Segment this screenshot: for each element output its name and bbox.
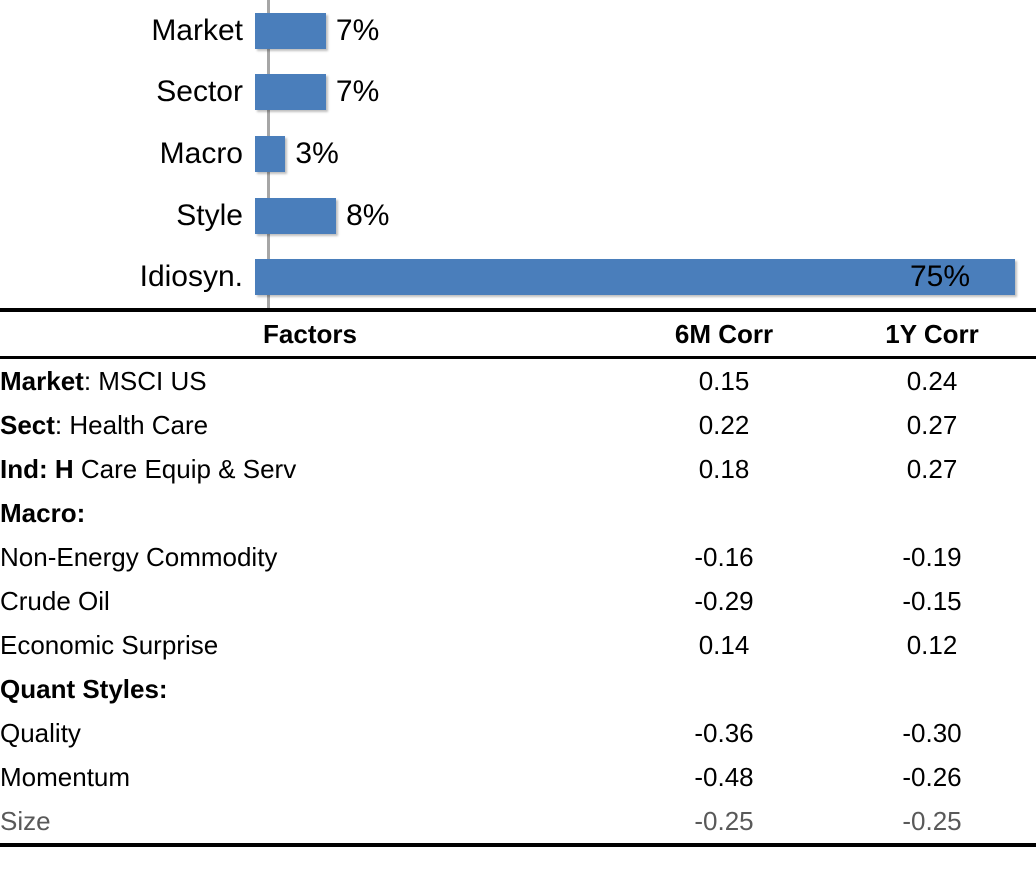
corr-6m-cell: 0.15 bbox=[698, 366, 750, 396]
bar-track bbox=[255, 0, 1036, 62]
column-header-factors: Factors bbox=[263, 319, 357, 349]
table-row bbox=[0, 799, 1036, 843]
bar-category-label: Sector bbox=[156, 75, 243, 109]
factor-name-bold: Market bbox=[0, 366, 84, 396]
table-row bbox=[0, 403, 1036, 447]
factor-name-rest: : Health Care bbox=[54, 410, 209, 440]
corr-1y-cell: -0.25 bbox=[902, 806, 962, 836]
factor-name-rest: Care Equip & Serv bbox=[73, 454, 297, 484]
corr-6m-cell: 0.18 bbox=[698, 454, 750, 484]
bar-row bbox=[0, 185, 1036, 247]
corr-6m-cell: 0.14 bbox=[698, 630, 750, 660]
bar-value-label: 8% bbox=[346, 198, 390, 232]
column-header-1y-corr: 1Y Corr bbox=[885, 319, 979, 349]
factor-name-rest: Quality bbox=[0, 718, 81, 748]
factor-name-bold: Macro: bbox=[0, 498, 86, 528]
factor-name-rest: Crude Oil bbox=[0, 586, 110, 616]
bar bbox=[255, 198, 336, 234]
bar-value-label: 75% bbox=[910, 260, 971, 294]
corr-6m-cell bbox=[620, 667, 828, 711]
factor-name-rest: Economic Surprise bbox=[0, 630, 219, 660]
factor-name-rest: Size bbox=[0, 806, 51, 836]
factor-name-bold: Ind: H bbox=[0, 454, 74, 484]
bar-track bbox=[255, 246, 1036, 308]
bar-category-label: Market bbox=[151, 13, 243, 47]
factor-name-cell bbox=[0, 447, 620, 491]
factor-name-cell bbox=[0, 358, 620, 404]
bar bbox=[255, 13, 326, 49]
table-row bbox=[0, 535, 1036, 579]
corr-1y-cell bbox=[828, 667, 1036, 711]
bar-category-label: Style bbox=[176, 198, 243, 232]
table-row bbox=[0, 447, 1036, 491]
factors-table bbox=[0, 308, 1036, 843]
factor-name-cell bbox=[0, 667, 620, 711]
factor-name-cell bbox=[0, 535, 620, 579]
bar-value-label: 7% bbox=[335, 13, 380, 47]
factor-name-cell bbox=[0, 403, 620, 447]
factor-name-rest: : MSCI US bbox=[83, 366, 207, 396]
bar bbox=[255, 259, 1015, 295]
column-header-6m-corr: 6M Corr bbox=[674, 319, 774, 349]
bar-track bbox=[255, 62, 1036, 124]
bar-track bbox=[255, 123, 1036, 185]
factors-table-wrap bbox=[0, 308, 1036, 847]
factor-name-rest: Non-Energy Commodity bbox=[0, 542, 278, 572]
table-row bbox=[0, 358, 1036, 404]
factor-name-cell bbox=[0, 491, 620, 535]
factor-name-cell bbox=[0, 799, 620, 843]
corr-6m-cell: 0.22 bbox=[698, 410, 750, 440]
corr-1y-cell: -0.26 bbox=[902, 762, 962, 792]
risk-decomposition-bar-chart bbox=[0, 0, 1036, 308]
table-row bbox=[0, 755, 1036, 799]
table-row bbox=[0, 579, 1036, 623]
bar bbox=[255, 136, 285, 172]
factor-name-bold: Sect bbox=[0, 410, 55, 440]
bar bbox=[255, 74, 326, 110]
corr-6m-cell: -0.48 bbox=[694, 762, 754, 792]
factor-name-rest: Momentum bbox=[0, 762, 131, 792]
corr-1y-cell: 0.24 bbox=[906, 366, 958, 396]
bar-track bbox=[255, 185, 1036, 247]
corr-1y-cell: 0.12 bbox=[906, 630, 958, 660]
corr-1y-cell: -0.15 bbox=[902, 586, 962, 616]
bar-value-label: 7% bbox=[335, 75, 380, 109]
corr-6m-cell: -0.36 bbox=[694, 718, 754, 748]
corr-6m-cell: -0.25 bbox=[694, 806, 754, 836]
corr-6m-cell: -0.29 bbox=[694, 586, 754, 616]
corr-6m-cell: -0.16 bbox=[694, 542, 754, 572]
factor-name-cell bbox=[0, 755, 620, 799]
corr-1y-cell: -0.19 bbox=[902, 542, 962, 572]
bar-row bbox=[0, 62, 1036, 124]
factor-name-cell bbox=[0, 579, 620, 623]
corr-6m-cell bbox=[620, 491, 828, 535]
corr-1y-cell: 0.27 bbox=[906, 410, 958, 440]
bar-row bbox=[0, 123, 1036, 185]
factor-name-cell bbox=[0, 623, 620, 667]
table-body bbox=[0, 358, 1036, 844]
bar-value-label: 3% bbox=[295, 136, 339, 170]
table-row bbox=[0, 711, 1036, 755]
bar-category-label: Macro bbox=[159, 136, 243, 170]
table-row bbox=[0, 491, 1036, 535]
table-row bbox=[0, 667, 1036, 711]
corr-1y-cell: -0.30 bbox=[902, 718, 962, 748]
factor-name-cell bbox=[0, 711, 620, 755]
table-row bbox=[0, 623, 1036, 667]
factor-name-bold: Quant Styles: bbox=[0, 674, 168, 704]
corr-1y-cell bbox=[828, 491, 1036, 535]
bar-row bbox=[0, 246, 1036, 308]
bar-category-label: Idiosyn. bbox=[139, 260, 243, 294]
corr-1y-cell: 0.27 bbox=[906, 454, 958, 484]
bar-row bbox=[0, 0, 1036, 62]
table-header-row bbox=[0, 310, 1036, 358]
bar-rows-container bbox=[0, 0, 1036, 308]
table-bottom-rule bbox=[0, 843, 1036, 847]
